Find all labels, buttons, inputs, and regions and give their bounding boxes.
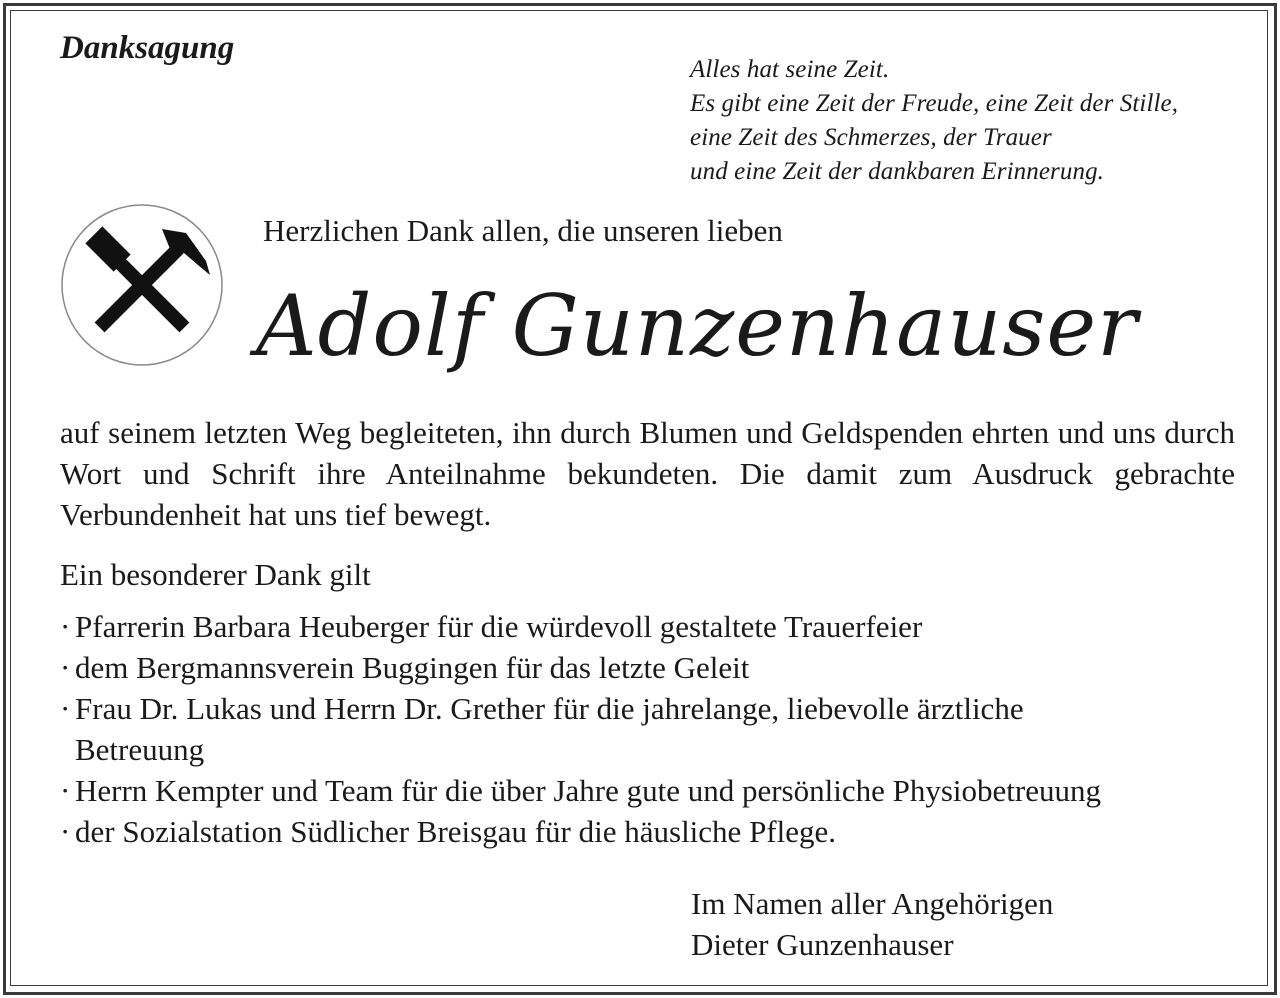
signature-block (691, 883, 1053, 965)
deceased-name: Adolf Gunzenhauser (256, 277, 1139, 375)
quote-line: eine Zeit des Schmerzes, der Trauer (690, 124, 1052, 151)
list-item-continuation: Betreuung (75, 732, 205, 767)
epigraph-quote (690, 53, 1178, 189)
quote-line: Alles hat seine Zeit. (690, 56, 890, 83)
list-item: · dem Bergmannsverein Buggingen für das letzte Geleit (60, 647, 1101, 688)
list-item: · der Sozialstation Südlicher Breisgau für die häusliche Pflege. (60, 811, 1101, 852)
body-paragraph: auf seinem letzten Weg begleiteten, ihn durch Blumen und Geldspenden ehrten und uns durch Wort und Schrift ihre Anteilnahme bekundeten. Die damit zum Ausdruck gebrachte Verbundenheit hat uns tief bewegt. (60, 415, 1235, 532)
list-item-text: Frau Dr. Lukas und Herrn Dr. Grether für die jahrelange, liebevolle ärztliche (75, 691, 1024, 726)
list-item: · Pfarrerin Barbara Heuberger für die würdevoll gestaltete Trauerfeier (60, 606, 1101, 647)
list-item: · Herrn Kempter und Team für die über Jahre gute und persönliche Physiobetreuung (60, 770, 1101, 811)
intro-line: Herzlichen Dank allen, die unseren lieben (263, 213, 783, 248)
quote-line: und eine Zeit der dankbaren Erinnerung. (690, 158, 1105, 185)
signature-line: Im Namen aller Angehörigen (691, 886, 1054, 921)
special-thanks-list (60, 606, 1101, 852)
notice-heading: Danksagung (60, 30, 235, 66)
signer-name: Dieter Gunzenhauser (691, 927, 954, 962)
list-item (60, 688, 1101, 770)
quote-line: Es gibt eine Zeit der Freude, eine Zeit der Stille, (690, 90, 1179, 117)
special-thanks-intro: Ein besonderer Dank gilt (60, 557, 371, 592)
hammer-and-pick-icon (60, 203, 224, 367)
